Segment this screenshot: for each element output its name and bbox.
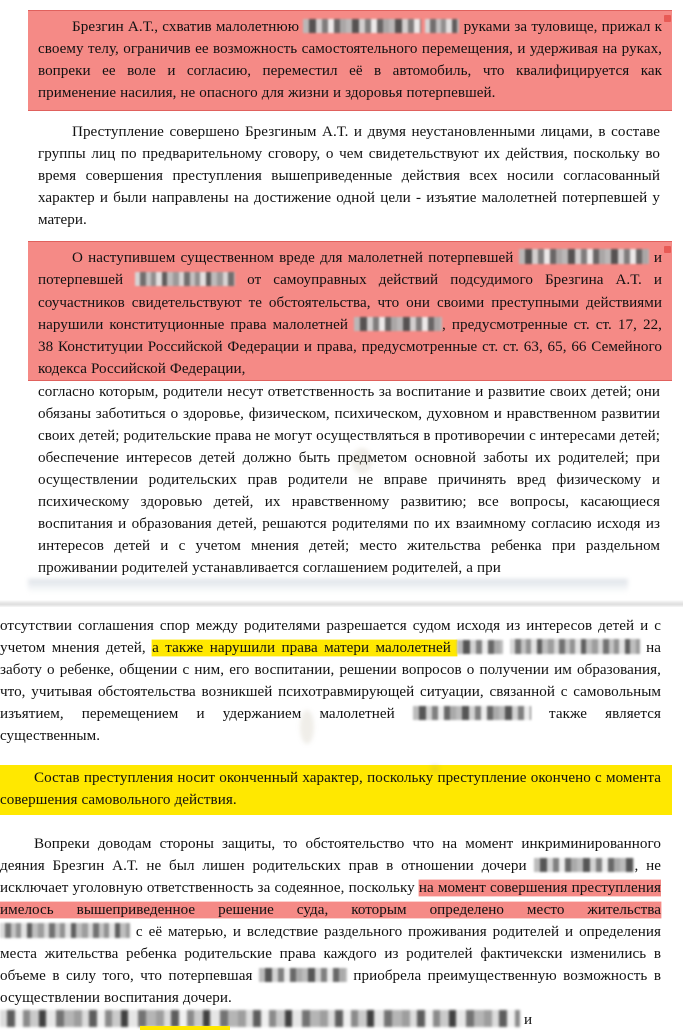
text-run: Преступление совершено Брезгиным А.Т. и двумя неустановленными лицами, в составе группы лиц по предварительному сговору, о чем свидетельствуют их действия, поскольку во время совершения преступления вышеприведенные действия всех носили согласованный характер и были направлены на достижение одной цели - изъятие малолетней потерпевшей у матери.	[38, 124, 660, 229]
red-highlight-run: на момент совершения преступления имелось вышеприведенное решение суда, которым определено место жительства	[0, 879, 661, 918]
paragraph-spacer	[28, 111, 672, 121]
red-marker-tick-icon	[664, 246, 671, 253]
redaction-box	[354, 317, 442, 331]
paragraph-p1	[38, 16, 662, 104]
text-run: отсутствии соглашения спор между родителями разрешается судом исходя из интересов детей и с учетом мнения детей,	[0, 618, 661, 657]
highlighted-paragraph-red-2	[28, 241, 672, 380]
text-run	[503, 640, 509, 656]
redaction-box	[0, 923, 130, 938]
text-run: , не исключает уголовную ответственность за содеянное, поскольку	[0, 857, 662, 896]
redaction-box	[303, 19, 421, 33]
red-marker-tick-icon	[664, 15, 671, 22]
text-run: Брезгин А.Т., схватив малолетнюю	[72, 19, 304, 35]
paragraph-p6	[0, 833, 661, 1009]
document-section-bottom	[0, 615, 683, 1031]
paragraph-wrap-p4	[0, 615, 672, 747]
paragraph-spacer	[28, 231, 672, 241]
paragraph-p3-tail	[38, 381, 660, 579]
text-run: согласно которым, родители несут ответственность за воспитание и развитие своих детей; они обязаны заботиться о здоровье, физическом, психическом, духовном и нравственном развитии своих детей; родительские права не могут осуществляться в противоречии с интересами детей; обеспечение интересов детей должно быть предметом основной заботы их родителей; при осуществлении родительских прав родители не вправе причинять вред физическому и психическому здоровью детей, их нравственному развитию; все вопросы, касающиеся воспитания и образования детей, решаются родителями по их взаимному согласию исходя из интересов детей и с учетом мнения детей; место жительства ребенка при раздельном проживании родителей устанавливается соглашением родителей, а при	[38, 383, 660, 577]
paragraph-p2	[38, 121, 660, 231]
redaction-box	[259, 968, 347, 982]
scan-smudge	[28, 579, 628, 593]
text-run: и	[520, 1011, 533, 1028]
redaction-box	[413, 706, 531, 720]
paragraph-wrap-p3-tail	[28, 381, 672, 579]
yellow-highlight-run: а также нарушили права матери малолетней	[152, 640, 458, 657]
text-run: с её матерью, и вследствие раздельного проживания родителей и определения места жительства ребенка родительские права каждого из родителей фактичекски изменились в объеме в силу того, что потерпевшая	[0, 923, 661, 984]
paragraph-p3	[38, 247, 662, 379]
page-seam-line	[0, 600, 683, 607]
redaction-box	[457, 640, 503, 654]
yellow-highlight-fragment	[140, 1026, 230, 1030]
highlighted-paragraph-red-1	[28, 10, 672, 111]
text-run: Вопреки доводам стороны защиты, то обстоятельство что на момент инкриминированного деяния Брезгин А.Т. не был лишен родительских прав в отношении дочери	[0, 835, 661, 874]
paragraph-p7	[0, 1009, 661, 1031]
redaction-box	[510, 639, 640, 654]
page-break-separator	[0, 579, 683, 615]
paragraph-wrap-p2	[28, 121, 672, 231]
paragraph-p5	[0, 767, 661, 811]
paragraph-wrap-p6	[0, 833, 672, 1009]
text-run: на заботу о ребенке, общении с ним, его воспитании, решении вопросов о получении им образования, что, учитывая обстоятельства возникшей психотравмирующей ситуации, связанной с самовольным изъятием, перемещением и удержанием малолетней	[0, 640, 661, 723]
redaction-box	[135, 272, 235, 286]
paragraph-wrap-p7	[0, 1009, 672, 1031]
text-run: приобрела преимущественную возможность в осуществлении воспитания дочери.	[0, 967, 661, 1006]
paragraph-p4	[0, 615, 661, 747]
paragraph-spacer	[0, 815, 672, 833]
text-run: О наступившем существенном вреде для малолетней потерпевшей	[72, 250, 519, 267]
blurred-text-line	[0, 1010, 520, 1027]
paragraph-spacer	[0, 747, 672, 765]
highlighted-paragraph-yellow-1	[0, 765, 672, 814]
text-run: руками за туловище, прижал к своему телу, ограничив ее возможность самостоятельного перемещения, и удерживая на руках, вопреки ее воле и согласию, переместил её в автомобиль, что квалифицируется как применение насилия, не опасного для жизни и здоровья потерпевшей.	[38, 19, 662, 102]
text-run: Состав преступления носит оконченный характер, поскольку преступление окончено с момента совершения самовольного действия.	[0, 770, 661, 809]
text-run: от самоуправных действий подсудимого Брезгина А.Т. и соучастников свидетельствуют те обстоятельства, что они своими преступными действиями нарушили конституционные права малолетней	[38, 272, 662, 333]
text-run: , предусмотренные ст. ст. 17, 22, 38 Конституции Российской Федерации и права, предусмотренные ст. ст. 63, 65, 66 Семейного кодекса Российской Федерации,	[38, 316, 662, 377]
redaction-box	[519, 249, 649, 264]
text-run: также является существенным.	[0, 706, 662, 745]
text-run: и потерпевшей	[38, 250, 663, 289]
redaction-box	[425, 19, 459, 33]
redaction-box	[534, 858, 634, 872]
